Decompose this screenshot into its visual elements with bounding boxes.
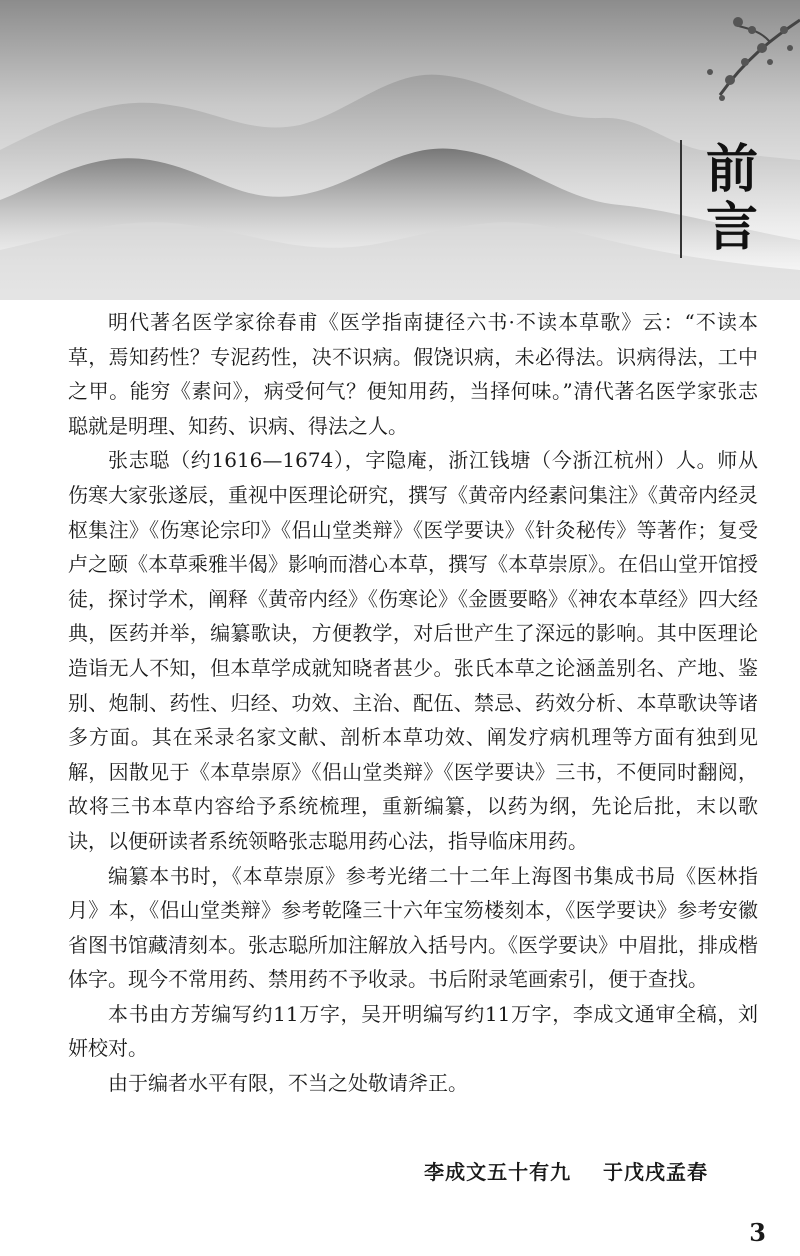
preface-body — [68, 305, 758, 1135]
page-number: 3 — [749, 1218, 766, 1247]
paragraph-3: 编纂本书时，《本草崇原》参考光绪二十二年上海图书集成书局《医林指月》本，《侣山堂类辩》参考乾隆三十六年宝笏楼刻本，《医学要诀》参考安徽省图书馆藏清刻本。张志聪所加注解放入括号内。《医学要诀》中眉批，排成楷体字。现今不常用药、禁用药不予收录。书后附录笔画索引，便于查找。 — [68, 863, 758, 992]
title-char-1: 前 — [705, 140, 758, 200]
paragraph-4: 本书由方芳编写约11万字，吴开明编写约11万字，李成文通审全稿，刘妍校对。 — [68, 1001, 758, 1061]
title-char-2: 言 — [705, 198, 758, 258]
paragraph-5: 由于编者水平有限，不当之处敬请斧正。 — [108, 1071, 468, 1096]
author-signature: 李成文五十有九 于戊戌孟春 — [424, 1160, 708, 1184]
paragraph-2: 张志聪（约1616—1674），字隐庵，浙江钱塘（今浙江杭州）人。师从伤寒大家张遂辰，重视中医理论研究，撰写《黄帝内经素问集注》《黄帝内经灵枢集注》《伤寒论宗印》《侣山堂类辩》《医学要诀》《针灸秘传》等著作；复受卢之颐《本草乘雅半偈》影响而潜心本草，撰写《本草崇原》。在侣山堂开馆授徒，探讨学术，阐释《黄帝内经》《伤寒论》《金匮要略》《神农本草经》四大经典，医药并举，编纂歌诀，方便教学，对后世产生了深远的影响。其中医理论造诣无人不知，但本草学成就知晓者甚少。张氏本草之论涵盖别名、产地、鉴别、炮制、药性、归经、功效、主治、配伍、禁忌、药效分析、本草歌诀等诸多方面。其在采录名家文献、剖析本草功效、阐发疗病机理等方面有独到见解，因散见于《本草崇原》《侣山堂类辩》《医学要诀》三书，不便同时翻阅，故将三书本草内容给予系统梳理，重新编纂，以药为纲，先论后批，末以歌诀，以便研读者系统领略张志聪用药心法，指导临床用药。 — [68, 448, 758, 853]
paragraph-1: 明代著名医学家徐春甫《医学指南捷径六书·不读本草歌》云：“不读本草，焉知药性？专泥药性，决不识病。假饶识病，未必得法。识病得法，工中之甲。能穷《素问》，病受何气？便知用药，当择何味。”清代著名医学家张志聪就是明理、知药、识病、得法之人。 — [68, 310, 758, 438]
page-title — [680, 140, 772, 258]
